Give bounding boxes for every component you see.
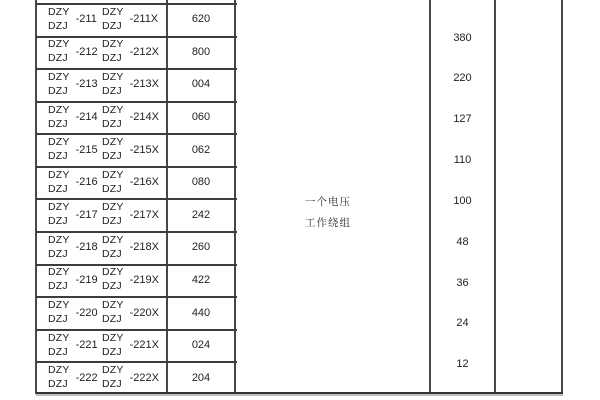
model-suffix: -214 (75, 111, 98, 124)
model-prefix-top: DZY (48, 364, 70, 377)
model-prefix-stack (48, 235, 70, 260)
model-group-left (48, 296, 98, 329)
code-cell: 242 (191, 208, 211, 221)
model-suffix: -217 (75, 208, 98, 221)
model-prefix-stack (102, 202, 124, 227)
model-group-right (102, 3, 158, 36)
voltage-value: 110 (453, 154, 472, 167)
table-row (36, 101, 235, 134)
table-row (36, 3, 235, 36)
model-prefix-stack (48, 300, 70, 325)
model-group-right (102, 329, 159, 362)
model-prefix-stack (48, 170, 70, 195)
model-group-left (48, 264, 98, 297)
model-suffix-x: -219X (129, 273, 159, 286)
voltage-value: 24 (456, 317, 469, 330)
model-prefix-bottom: DZJ (102, 182, 122, 195)
voltage-value: 127 (453, 113, 472, 126)
model-prefix-stack (102, 333, 124, 358)
model-suffix-x: -211X (129, 13, 159, 26)
model-prefix-bottom: DZJ (102, 280, 122, 293)
model-prefix-bottom: DZJ (102, 378, 122, 391)
model-prefix-top: DZY (102, 5, 124, 18)
model-prefix-bottom: DZJ (102, 19, 122, 32)
model-prefix-stack (48, 7, 70, 32)
model-suffix-x: -217X (129, 208, 159, 221)
model-suffix: -215 (75, 143, 98, 156)
table-row (36, 133, 235, 166)
model-prefix-stack (48, 39, 70, 64)
model-prefix-bottom: DZJ (48, 19, 68, 32)
code-cell: 062 (191, 143, 211, 156)
model-prefix-stack (48, 202, 70, 227)
model-prefix-stack (48, 365, 70, 390)
model-prefix-stack (102, 7, 124, 32)
model-prefix-bottom: DZJ (48, 280, 68, 293)
model-prefix-top: DZY (48, 233, 70, 246)
model-prefix-top: DZY (102, 168, 124, 181)
model-prefix-bottom: DZJ (102, 117, 122, 130)
model-prefix-bottom: DZJ (48, 84, 68, 97)
voltage-value: 220 (453, 72, 472, 85)
model-group-right (102, 198, 159, 231)
code-cell: 422 (191, 273, 211, 286)
model-group-left (48, 361, 98, 394)
model-suffix-x: -215X (129, 143, 159, 156)
model-group-right (102, 166, 159, 199)
code-cell: 260 (191, 241, 211, 254)
model-prefix-top: DZY (48, 201, 70, 214)
model-prefix-stack (48, 333, 70, 358)
voltage-value: 48 (456, 235, 469, 248)
model-suffix: -218 (75, 241, 98, 254)
model-prefix-top: DZY (102, 266, 124, 279)
model-suffix: -213 (75, 78, 98, 91)
voltage-value: 380 (453, 31, 472, 44)
model-prefix-top: DZY (102, 201, 124, 214)
model-group-right (102, 231, 159, 264)
model-prefix-stack (48, 72, 70, 97)
model-prefix-top: DZY (48, 331, 70, 344)
model-prefix-top: DZY (102, 136, 124, 149)
table-row (36, 264, 235, 297)
model-suffix: -220 (75, 306, 98, 319)
model-prefix-stack (102, 105, 124, 130)
model-prefix-bottom: DZJ (102, 345, 122, 358)
model-group-right (102, 68, 159, 101)
model-prefix-top: DZY (48, 38, 70, 51)
model-group-right (102, 296, 159, 329)
model-group-left (48, 36, 98, 69)
model-suffix: -222 (75, 371, 98, 384)
model-suffix: -221 (75, 339, 98, 352)
model-prefix-stack (102, 365, 124, 390)
voltage-value: 100 (453, 194, 472, 207)
model-prefix-top: DZY (48, 266, 70, 279)
table-row (36, 231, 235, 264)
model-prefix-bottom: DZJ (48, 247, 68, 260)
model-suffix-x: -214X (129, 111, 159, 124)
model-prefix-bottom: DZJ (48, 52, 68, 65)
model-group-right (102, 133, 159, 166)
model-prefix-stack (102, 72, 124, 97)
code-cell: 024 (191, 339, 211, 352)
model-group-right (102, 264, 159, 297)
code-cell: 440 (191, 306, 211, 319)
model-suffix-x: -216X (129, 176, 159, 189)
model-suffix-x: -218X (129, 241, 159, 254)
code-cell: 060 (191, 111, 211, 124)
model-suffix: -212 (75, 45, 98, 58)
code-cell: 620 (191, 13, 211, 26)
model-suffix: -219 (75, 273, 98, 286)
model-prefix-stack (48, 267, 70, 292)
model-prefix-top: DZY (48, 5, 70, 18)
table-row (36, 198, 235, 231)
model-prefix-top: DZY (48, 136, 70, 149)
model-prefix-stack (48, 137, 70, 162)
code-cell: 004 (191, 78, 211, 91)
code-cell: 080 (191, 176, 211, 189)
model-group-left (48, 3, 97, 36)
model-prefix-bottom: DZJ (48, 150, 68, 163)
table-row (36, 166, 235, 199)
model-group-right (102, 101, 159, 134)
model-group-left (48, 166, 98, 199)
model-suffix-x: -221X (129, 339, 159, 352)
model-group-left (48, 68, 98, 101)
model-prefix-bottom: DZJ (102, 150, 122, 163)
model-prefix-top: DZY (102, 233, 124, 246)
model-suffix: -211 (75, 13, 97, 26)
model-prefix-top: DZY (102, 38, 124, 51)
model-prefix-top: DZY (102, 70, 124, 83)
table-row (36, 361, 235, 394)
table-row (36, 296, 235, 329)
model-group-left (48, 133, 98, 166)
model-prefix-stack (102, 170, 124, 195)
model-prefix-bottom: DZJ (48, 117, 68, 130)
model-group-left (48, 231, 98, 264)
model-prefix-top: DZY (102, 364, 124, 377)
model-group-left (48, 329, 98, 362)
model-prefix-bottom: DZJ (48, 313, 68, 326)
model-group-left (48, 198, 98, 231)
code-cell: 204 (191, 371, 211, 384)
table-border-vertical (429, 0, 431, 394)
model-prefix-bottom: DZJ (102, 247, 122, 260)
model-suffix-x: -220X (129, 306, 159, 319)
model-prefix-bottom: DZJ (48, 182, 68, 195)
voltage-value: 36 (456, 276, 469, 289)
model-prefix-stack (102, 137, 124, 162)
winding-note-cell (237, 192, 419, 234)
table-border-vertical (561, 0, 563, 394)
model-prefix-bottom: DZJ (48, 215, 68, 228)
model-group-right (102, 361, 159, 394)
model-suffix: -216 (75, 176, 98, 189)
table-row (36, 329, 235, 362)
model-prefix-bottom: DZJ (102, 84, 122, 97)
model-prefix-top: DZY (48, 103, 70, 116)
model-prefix-bottom: DZJ (102, 215, 122, 228)
voltage-value: 12 (456, 358, 469, 371)
winding-note-line-2: 工作绕组 (305, 217, 351, 229)
model-group-left (48, 101, 98, 134)
model-group-right (102, 36, 159, 69)
model-prefix-bottom: DZJ (48, 345, 68, 358)
model-prefix-bottom: DZJ (102, 313, 122, 326)
model-prefix-stack (102, 39, 124, 64)
model-prefix-top: DZY (48, 168, 70, 181)
model-suffix-x: -213X (129, 78, 159, 91)
model-prefix-stack (102, 300, 124, 325)
model-prefix-top: DZY (102, 331, 124, 344)
model-suffix-x: -222X (129, 371, 159, 384)
model-prefix-top: DZY (48, 70, 70, 83)
model-prefix-stack (102, 267, 124, 292)
model-prefix-top: DZY (102, 299, 124, 312)
model-prefix-bottom: DZJ (48, 378, 68, 391)
table-row (36, 36, 235, 69)
model-prefix-stack (48, 105, 70, 130)
model-prefix-top: DZY (102, 103, 124, 116)
model-prefix-stack (102, 235, 124, 260)
model-suffix-x: -212X (129, 45, 159, 58)
model-prefix-bottom: DZJ (102, 52, 122, 65)
winding-note-line-1: 一个电压 (305, 196, 351, 208)
model-prefix-top: DZY (48, 299, 70, 312)
table-border-vertical (494, 0, 496, 394)
code-cell: 800 (191, 45, 211, 58)
table-row (36, 68, 235, 101)
